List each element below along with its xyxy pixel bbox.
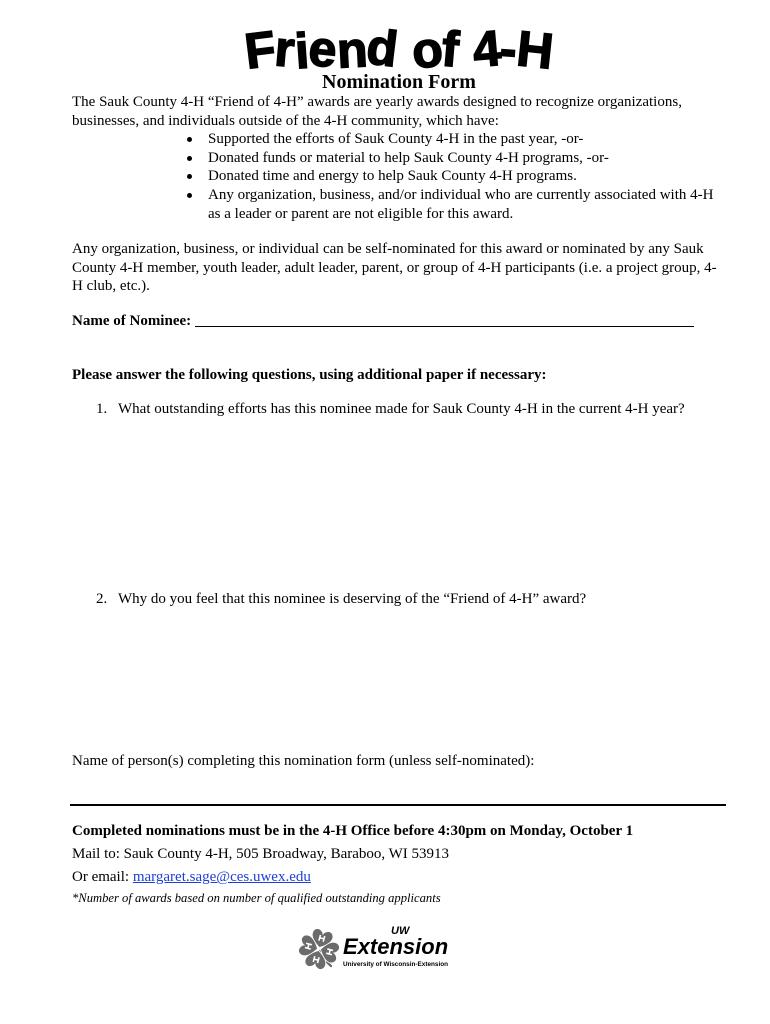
completer-label: Name of person(s) completing this nomination form (unless self-nominated): bbox=[72, 753, 535, 769]
form-subtitle: Nomination Form bbox=[322, 71, 476, 93]
email-label: Or email: bbox=[72, 869, 130, 885]
criteria-text: Supported the efforts of Sauk County 4-H in the past year, -or- bbox=[208, 131, 584, 147]
criteria-item bbox=[208, 167, 720, 186]
mailing-address: Mail to: Sauk County 4-H, 505 Broadway, Baraboo, WI 53913 bbox=[72, 846, 450, 862]
logo-block bbox=[296, 926, 456, 972]
question-text: What outstanding efforts has this nominee made for Sauk County 4-H in the current 4-H year? bbox=[118, 401, 685, 417]
question-number: 2. bbox=[96, 591, 108, 607]
nominee-name-field[interactable] bbox=[195, 326, 694, 327]
footnote: *Number of awards based on number of qualified outstanding applicants bbox=[72, 891, 441, 905]
question-1 bbox=[96, 400, 726, 419]
bullet-icon bbox=[187, 137, 192, 142]
criteria-text: Donated funds or material to help Sauk County 4-H programs, -or- bbox=[208, 149, 609, 166]
criteria-text: Any organization, business, and/or individual who are currently associated with 4-H as a leader or parent are not eligible for this award. bbox=[208, 187, 714, 222]
bullet-icon bbox=[187, 174, 192, 179]
criteria-list bbox=[208, 130, 720, 224]
divider bbox=[70, 804, 726, 806]
criteria-item bbox=[208, 149, 720, 168]
deadline-notice: Completed nominations must be in the 4-H Office before 4:30pm on Monday, October 1 bbox=[72, 823, 634, 839]
bullet-icon bbox=[187, 156, 192, 161]
email-line bbox=[72, 868, 722, 887]
title-letter: n bbox=[335, 21, 369, 79]
uw-mark: UW bbox=[391, 925, 410, 937]
title-letter: e bbox=[305, 19, 340, 79]
title-letter: i bbox=[292, 22, 311, 80]
title-letter: f bbox=[439, 20, 462, 78]
question-text: Why do you feel that this nominee is deserving of the “Friend of 4-H” award? bbox=[118, 591, 587, 607]
title-letter: H bbox=[514, 20, 557, 80]
criteria-text: Donated time and energy to help Sauk County 4-H programs. bbox=[208, 168, 577, 185]
question-2 bbox=[96, 590, 726, 609]
intro-paragraph: The Sauk County 4-H “Friend of 4-H” awards are yearly awards designed to recognize organizations, businesses, and individuals outside of the 4-H community, which have: bbox=[72, 94, 682, 129]
bullet-icon bbox=[187, 193, 192, 198]
title-letter: F bbox=[241, 20, 279, 80]
question-number: 1. bbox=[96, 401, 108, 417]
title-letter: 4 bbox=[470, 19, 503, 79]
title-letter: r bbox=[272, 20, 298, 78]
title-letter: o bbox=[408, 20, 445, 80]
nominee-row bbox=[72, 312, 694, 331]
criteria-item bbox=[208, 186, 720, 223]
extension-wordmark: Extension bbox=[343, 934, 449, 959]
criteria-item bbox=[208, 130, 720, 149]
title-letter: d bbox=[363, 18, 401, 78]
logo-tagline: University of Wisconsin-Extension bbox=[343, 961, 449, 968]
instructions-heading: Please answer the following questions, using additional paper if necessary: bbox=[72, 367, 547, 383]
nominee-label: Name of Nominee: bbox=[72, 313, 192, 329]
title-letter: - bbox=[498, 20, 520, 78]
4-h-clover-icon bbox=[297, 929, 341, 971]
form-title bbox=[72, 18, 726, 80]
email-link[interactable]: margaret.sage@ces.uwex.edu bbox=[132, 869, 311, 885]
eligibility-paragraph: Any organization, business, or individual can be self-nominated for this award or nominated by any Sauk County 4-H member, youth leader, adult leader, parent, or group of 4-H participants (i.e. a project group, 4-H club, etc.). bbox=[72, 241, 717, 295]
